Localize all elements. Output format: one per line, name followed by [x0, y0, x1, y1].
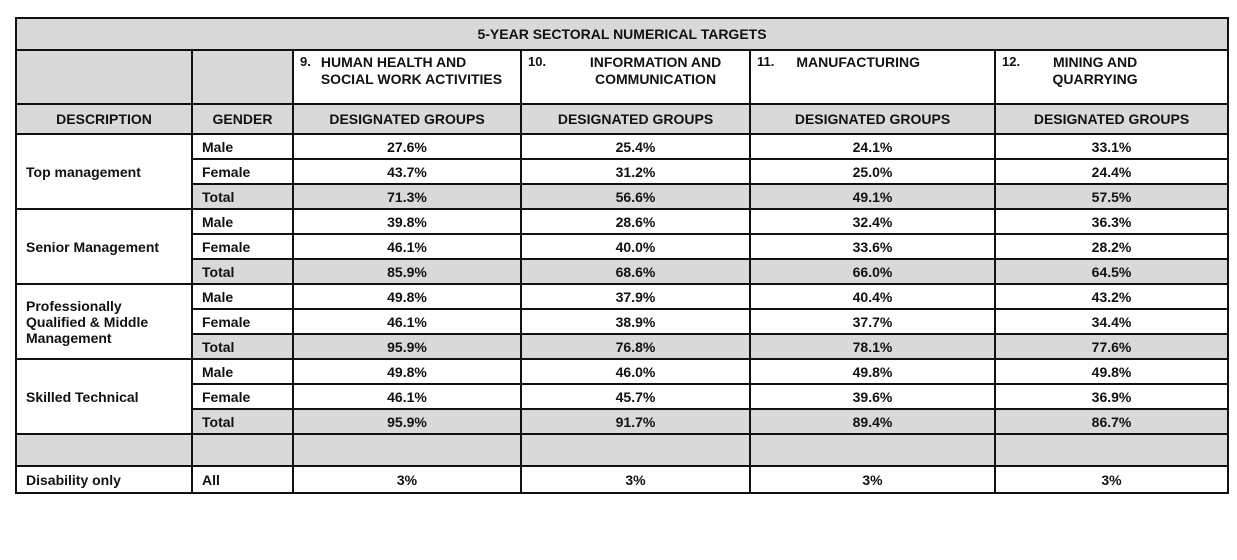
value-cell: 37.7%: [750, 309, 995, 334]
value-cell: 37.9%: [521, 284, 750, 309]
value-cell: 36.3%: [995, 209, 1228, 234]
sectoral-targets-table: [15, 17, 1229, 494]
gender-cell: Female: [192, 384, 293, 409]
table-row: [16, 209, 1228, 234]
value-cell: 33.1%: [995, 134, 1228, 159]
designated-groups-header: DESIGNATED GROUPS: [521, 104, 750, 134]
sector-number: 11.: [757, 54, 775, 69]
value-cell: 56.6%: [521, 184, 750, 209]
gender-cell: Total: [192, 259, 293, 284]
table-row: [16, 234, 1228, 259]
sector-name: MINING AND QUARRYING: [1052, 54, 1138, 87]
value-cell: 77.6%: [995, 334, 1228, 359]
value-cell: 86.7%: [995, 409, 1228, 434]
gender-cell: Male: [192, 284, 293, 309]
sector-header-10: [521, 50, 750, 104]
value-cell: 39.6%: [750, 384, 995, 409]
sector-name: INFORMATION AND COMMUNICATION: [589, 54, 722, 87]
table-row: [16, 309, 1228, 334]
disability-row: [16, 466, 1228, 493]
designated-groups-header: DESIGNATED GROUPS: [995, 104, 1228, 134]
value-cell: 85.9%: [293, 259, 521, 284]
gender-cell: Female: [192, 234, 293, 259]
description-column-header: DESCRIPTION: [16, 104, 192, 134]
total-row: [16, 334, 1228, 359]
value-cell: 78.1%: [750, 334, 995, 359]
blank-cell: [995, 434, 1228, 466]
value-cell: 49.8%: [293, 284, 521, 309]
sector-number: 10.: [528, 54, 547, 69]
table-row: [16, 384, 1228, 409]
value-cell: 32.4%: [750, 209, 995, 234]
sector-name: HUMAN HEALTH AND SOCIAL WORK ACTIVITIES: [320, 54, 503, 87]
group-description: Skilled Technical: [16, 359, 192, 434]
blank-cell: [750, 434, 995, 466]
value-cell: 46.1%: [293, 384, 521, 409]
value-cell: 57.5%: [995, 184, 1228, 209]
spacer-row: [16, 434, 1228, 466]
sector-header-11: [750, 50, 995, 104]
value-cell: 3%: [750, 466, 995, 493]
sector-number: 9.: [300, 54, 311, 69]
value-cell: 46.0%: [521, 359, 750, 384]
designated-groups-header: DESIGNATED GROUPS: [750, 104, 995, 134]
value-cell: 3%: [293, 466, 521, 493]
blank-cell: [521, 434, 750, 466]
gender-cell: Total: [192, 409, 293, 434]
table-row: [16, 284, 1228, 309]
gender-cell: Total: [192, 334, 293, 359]
gender-cell: Male: [192, 359, 293, 384]
group-description: Top management: [16, 134, 192, 209]
value-cell: 71.3%: [293, 184, 521, 209]
value-cell: 25.4%: [521, 134, 750, 159]
value-cell: 40.0%: [521, 234, 750, 259]
table-row: [16, 134, 1228, 159]
value-cell: 95.9%: [293, 334, 521, 359]
designated-groups-header: DESIGNATED GROUPS: [293, 104, 521, 134]
value-cell: 91.7%: [521, 409, 750, 434]
gender-cell: Female: [192, 159, 293, 184]
value-cell: 27.6%: [293, 134, 521, 159]
blank-cell: [16, 434, 192, 466]
value-cell: 24.1%: [750, 134, 995, 159]
gender-cell: Male: [192, 134, 293, 159]
gender-cell: All: [192, 466, 293, 493]
total-row: [16, 409, 1228, 434]
value-cell: 43.7%: [293, 159, 521, 184]
value-cell: 64.5%: [995, 259, 1228, 284]
value-cell: 45.7%: [521, 384, 750, 409]
value-cell: 28.6%: [521, 209, 750, 234]
value-cell: 46.1%: [293, 234, 521, 259]
value-cell: 33.6%: [750, 234, 995, 259]
gender-cell: Total: [192, 184, 293, 209]
value-cell: 68.6%: [521, 259, 750, 284]
value-cell: 95.9%: [293, 409, 521, 434]
value-cell: 43.2%: [995, 284, 1228, 309]
value-cell: 46.1%: [293, 309, 521, 334]
value-cell: 28.2%: [995, 234, 1228, 259]
value-cell: 38.9%: [521, 309, 750, 334]
sector-number: 12.: [1002, 54, 1021, 69]
gender-column-header: GENDER: [192, 104, 293, 134]
value-cell: 3%: [521, 466, 750, 493]
gender-cell: Female: [192, 309, 293, 334]
value-cell: 40.4%: [750, 284, 995, 309]
table-row: [16, 159, 1228, 184]
value-cell: 34.4%: [995, 309, 1228, 334]
disability-description: Disability only: [16, 466, 192, 493]
table-row: [16, 359, 1228, 384]
sector-header-12: [995, 50, 1228, 104]
value-cell: 39.8%: [293, 209, 521, 234]
total-row: [16, 184, 1228, 209]
total-row: [16, 259, 1228, 284]
value-cell: 25.0%: [750, 159, 995, 184]
value-cell: 3%: [995, 466, 1228, 493]
group-description: Professionally Qualified & Middle Management: [16, 284, 192, 359]
value-cell: 31.2%: [521, 159, 750, 184]
table-title: 5-YEAR SECTORAL NUMERICAL TARGETS: [16, 18, 1228, 50]
blank-cell: [293, 434, 521, 466]
sector-header-9: [293, 50, 521, 104]
blank-cell: [192, 434, 293, 466]
group-description: Senior Management: [16, 209, 192, 284]
blank-header-cell: [192, 50, 293, 104]
value-cell: 89.4%: [750, 409, 995, 434]
value-cell: 49.1%: [750, 184, 995, 209]
value-cell: 49.8%: [750, 359, 995, 384]
value-cell: 49.8%: [995, 359, 1228, 384]
blank-header-cell: [16, 50, 192, 104]
sector-name: MANUFACTURING: [796, 54, 921, 70]
value-cell: 76.8%: [521, 334, 750, 359]
gender-cell: Male: [192, 209, 293, 234]
value-cell: 49.8%: [293, 359, 521, 384]
value-cell: 66.0%: [750, 259, 995, 284]
value-cell: 36.9%: [995, 384, 1228, 409]
value-cell: 24.4%: [995, 159, 1228, 184]
